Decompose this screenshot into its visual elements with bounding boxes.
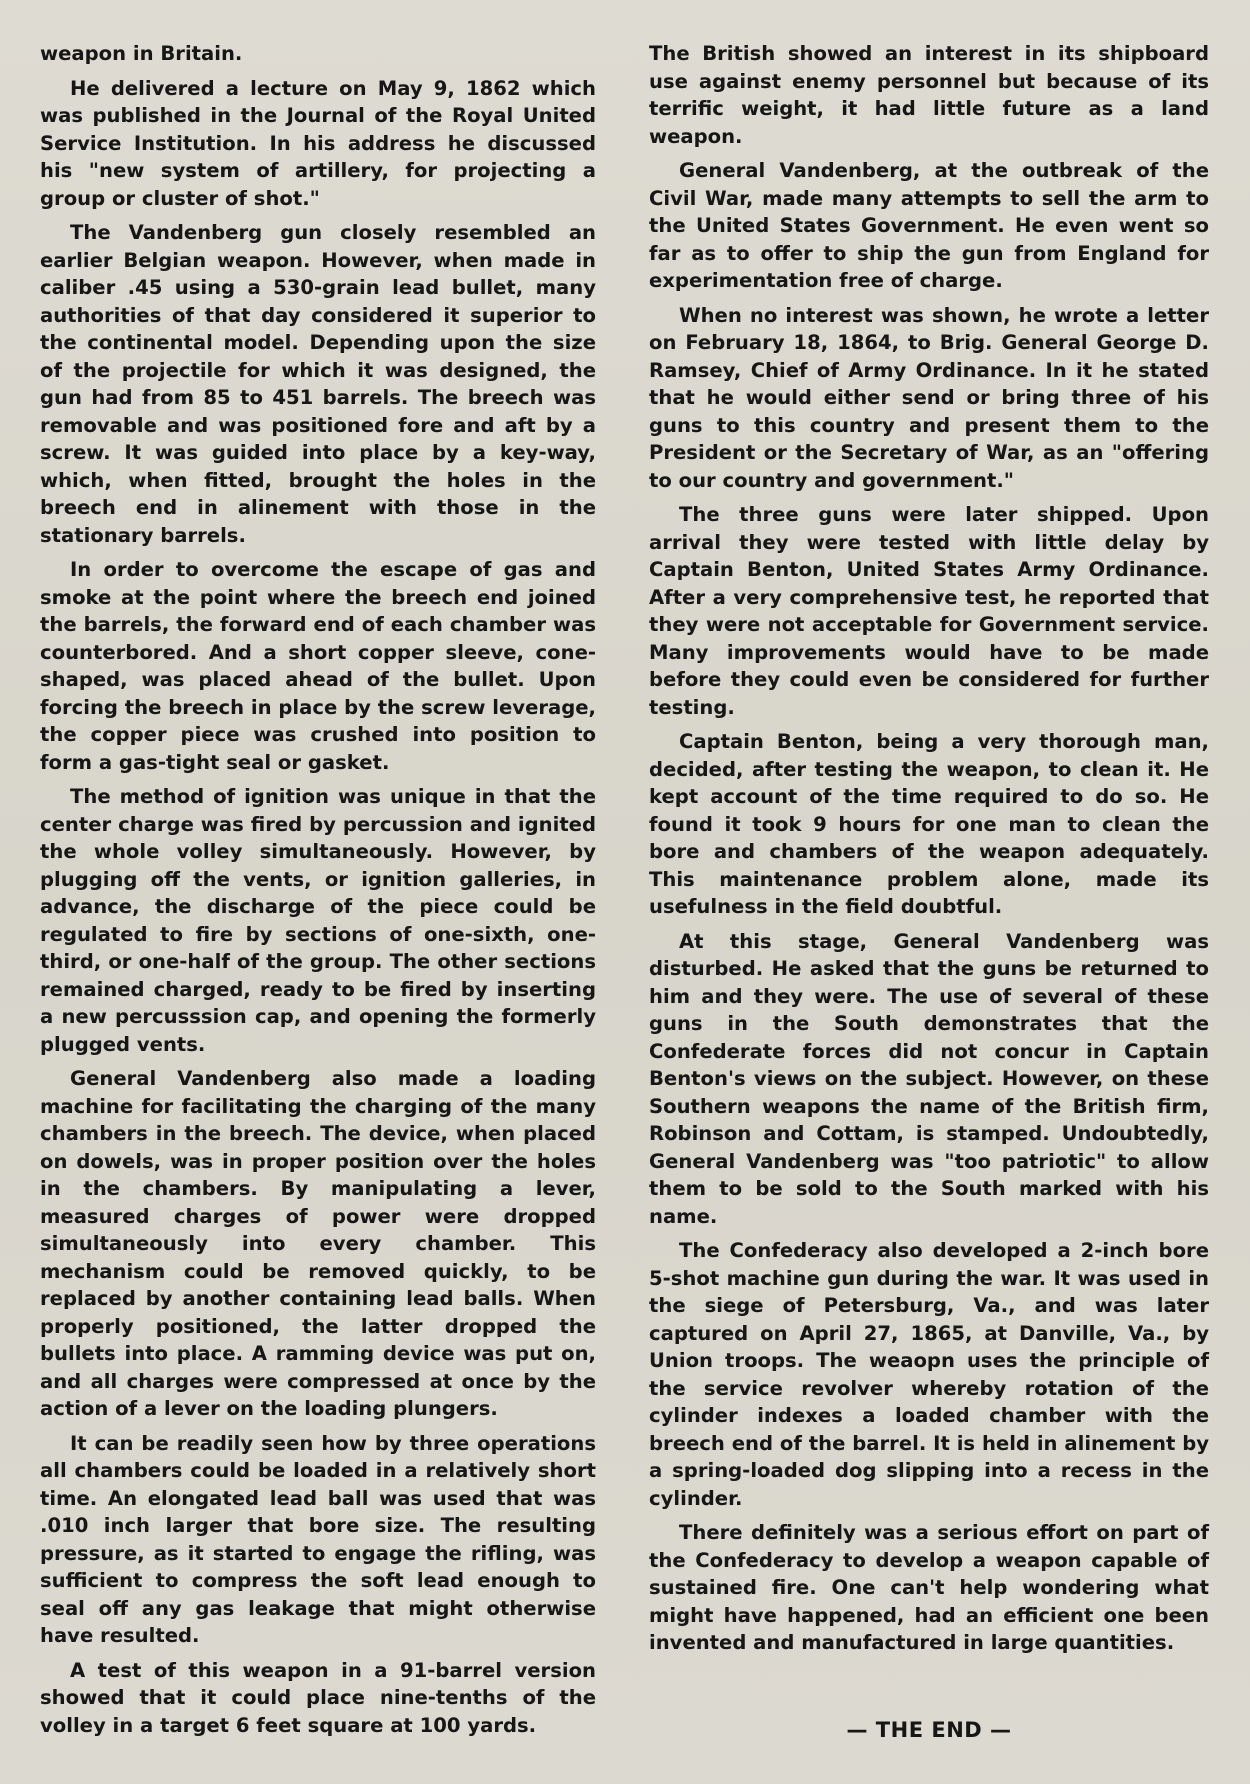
right-text-column	[649, 40, 1209, 1664]
paragraph: It can be readily seen how by three operations all chambers could be loaded in a relatively short time. An elongated lead ball was used that was .010 inch larger that bore size. The resulting pressure, as it started to engage the rifling, was sufficient to compress the soft lead enough to seal off any gas leakage that might otherwise have resulted.	[40, 1431, 596, 1647]
paragraph: General Vandenberg, at the outbreak of the Civil War, made many attempts to sell the arm to the United States Government. He even went so far as to offer to ship the gun from England for experimentation free of charge.	[649, 159, 1209, 292]
paragraph: Captain Benton, being a very thorough man, decided, after testing the weapon, to clean it. He kept account of the time required to do so. He found it took 9 hours for one man to clean the bore and chambers of the weapon adequately. This maintenance problem alone, made its usefulness in the field doubtful.	[649, 730, 1209, 918]
paragraph: At this stage, General Vandenberg was disturbed. He asked that the guns be returned to him and they were. The use of several of these guns in the South demonstrates that the Confederate forces did not concur in Captain Benton's views on the subject. However, on these Southern weapons the name of the British firm, Robinson and Cottam, is stamped. Undoubtedly, General Vandenberg was "too patriotic" to allow them to be sold to the South marked with his name.	[649, 929, 1209, 1228]
paragraph: The three guns were later shipped. Upon arrival they were tested with little delay by Captain Benton, United States Army Ordinance. After a very comprehensive test, he reported that they were not acceptable for Government service. Many improvements would have to be made before they could even be considered for further testing.	[649, 503, 1209, 719]
paragraph: weapon in Britain.	[40, 42, 243, 65]
the-end-marker: — THE END —	[846, 1718, 1012, 1742]
paragraph: He delivered a lecture on May 9, 1862 which was published in the Journal of the Royal United Service Institution. In his address he discussed his "new system of artillery, for projecting a group or cluster of shot."	[40, 76, 596, 210]
paragraph: The British showed an interest in its shipboard use against enemy personnel but because of its terrific weight, it had little future as a land weapon.	[649, 42, 1209, 148]
left-text-column	[40, 40, 596, 1746]
paragraph: There definitely was a serious effort on part of the Confederacy to develop a weapon capable of sustained fire. One can't help wondering what might have happened, had an efficient one been invented and manufactured in large quantities.	[649, 1521, 1209, 1654]
paragraph: A test of this weapon in a 91-barrel version showed that it could place nine-tenths of the volley in a target 6 feet square at 100 yards.	[40, 1658, 596, 1737]
paragraph: The Confederacy also developed a 2-inch bore 5-shot machine gun during the war. It was used in the siege of Petersburg, Va., and was later captured on April 27, 1865, at Danville, Va., by Union troops. The weaopn uses the principle of the service revolver whereby rotation of the cylinder indexes a loaded chamber with the breech end of the barrel. It is held in alinement by a spring-loaded dog slipping into a recess in the cylinder.	[649, 1239, 1209, 1510]
paragraph: The Vandenberg gun closely resembled an earlier Belgian weapon. However, when made in caliber .45 using a 530-grain lead bullet, many authorities of that day considered it superior to the continental model. Depending upon the size of the projectile for which it was designed, the gun had from 85 to 451 barrels. The breech was removable and was positioned fore and aft by a screw. It was guided into place by a key-way, which, when fitted, brought the holes in the breech end in alinement with those in the stationary barrels.	[40, 221, 596, 547]
paragraph: When no interest was shown, he wrote a letter on February 18, 1864, to Brig. General George D. Ramsey, Chief of Army Ordinance. In it he stated that he would either send or bring three of his guns to this country and present them to the President or the Secretary of War, as an "offering to our country and government."	[649, 303, 1209, 492]
paragraph: General Vandenberg also made a loading machine for facilitating the charging of the many chambers in the breech. The device, when placed on dowels, was in proper position over the holes in the chambers. By manipulating a lever, measured charges of power were dropped simultaneously into every chamber. This mechanism could be removed quickly, to be replaced by another containing lead balls. When properly positioned, the latter dropped the bullets into place. A ramming device was put on, and all charges were compressed at once by the action of a lever on the loading plungers.	[40, 1067, 596, 1420]
paragraph: In order to overcome the escape of gas and smoke at the point where the breech end joined the barrels, the forward end of each chamber was counterbored. And a short copper sleeve, cone-shaped, was placed ahead of the bullet. Upon forcing the breech in place by the screw leverage, the copper piece was crushed into position to form a gas-tight seal or gasket.	[40, 558, 596, 774]
paragraph: The method of ignition was unique in that the center charge was fired by percussion and ignited the whole volley simultaneously. However, by plugging off the vents, or ignition galleries, in advance, the discharge of the piece could be regulated to fire by sections of one-sixth, one-third, or one-half of the group. The other sections remained charged, ready to be fired by inserting a new percusssion cap, and opening the formerly plugged vents.	[40, 785, 596, 1056]
